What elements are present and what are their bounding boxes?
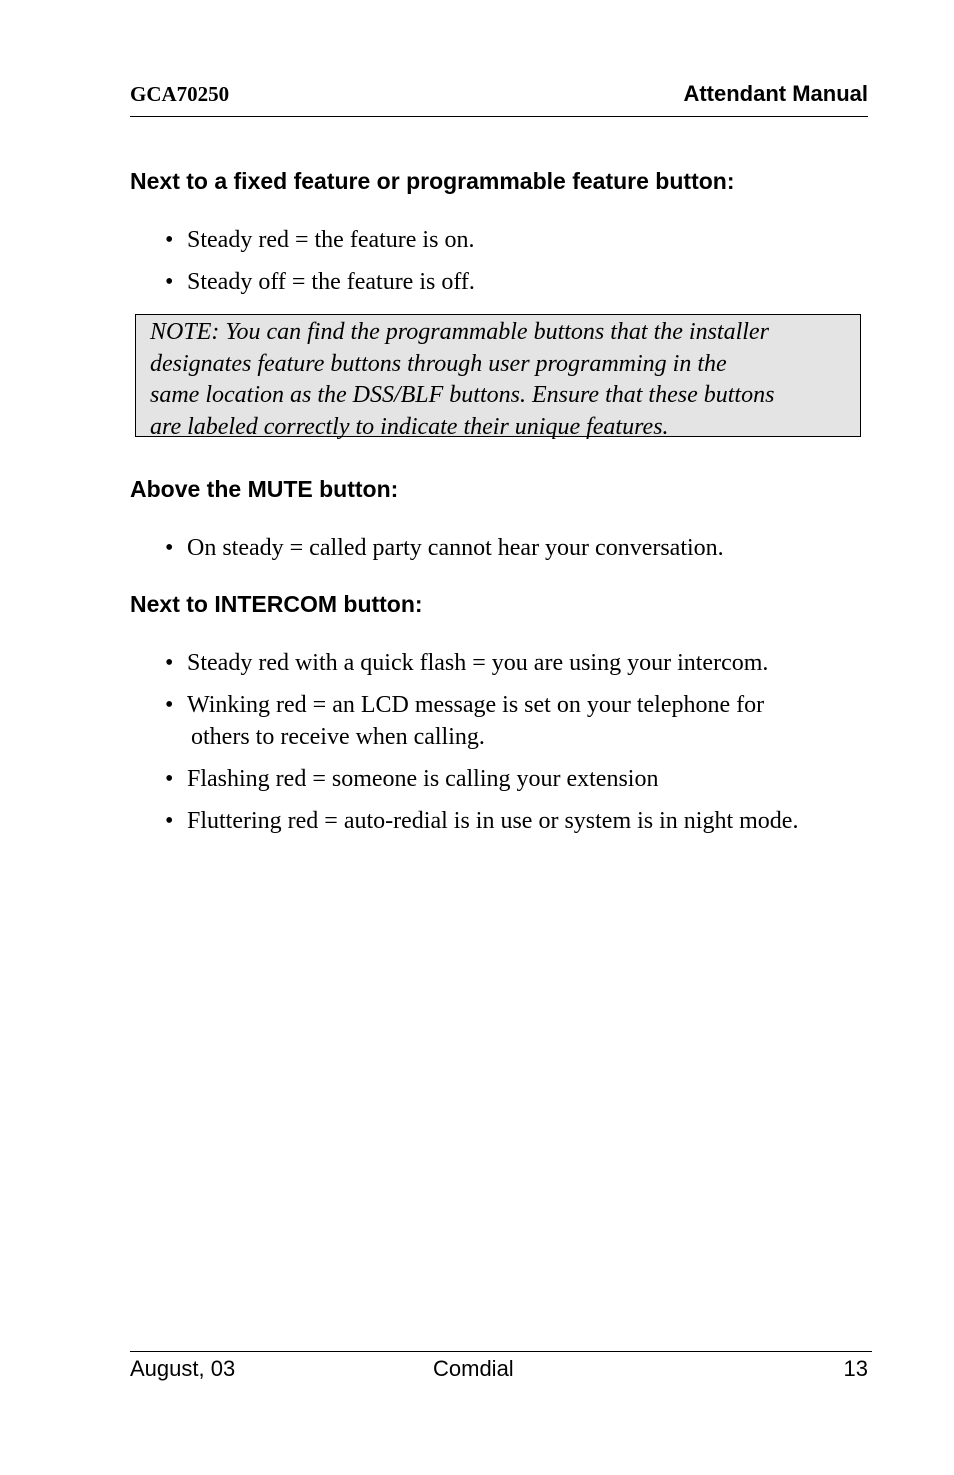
- footer-date: August, 03: [130, 1356, 236, 1381]
- list-item: [165, 266, 867, 298]
- bullet-icon: •: [165, 269, 174, 295]
- list-item-text: Steady off = the feature is off.: [187, 269, 475, 295]
- list-item-text: Steady red = the feature is on.: [187, 227, 475, 253]
- note-box: [135, 314, 861, 440]
- list-item-text: Flashing red = someone is calling your extension: [187, 766, 659, 792]
- bullet-icon: •: [165, 692, 174, 718]
- document-title: Attendant Manual: [683, 81, 868, 106]
- section-heading-intercom: Next to INTERCOM button:: [130, 591, 423, 617]
- list-item-text: On steady = called party cannot hear your conversation.: [187, 535, 724, 561]
- bullet-icon: •: [165, 808, 174, 834]
- note-line: designates feature buttons through user programming in the: [150, 350, 727, 377]
- page-header: [130, 80, 868, 117]
- bullet-icon: •: [165, 227, 174, 253]
- bullet-icon: •: [165, 650, 174, 676]
- list-item: [165, 647, 867, 679]
- note-line: are labeled correctly to indicate their unique features.: [150, 413, 669, 440]
- bullet-list-mute: [165, 532, 867, 574]
- list-item: [165, 532, 867, 564]
- note-line: same location as the DSS/BLF buttons. Ensure that these buttons: [150, 382, 775, 408]
- list-item: [165, 763, 867, 795]
- list-item-text: Steady red with a quick flash = you are using your intercom.: [187, 650, 769, 676]
- list-item-continuation: others to receive when calling.: [191, 724, 485, 750]
- list-item: [165, 805, 867, 837]
- list-item-text: Winking red = an LCD message is set on your telephone for: [187, 692, 765, 718]
- bullet-icon: •: [165, 535, 174, 561]
- page-footer: [130, 1351, 872, 1388]
- section-heading-fixed-feature: Next to a fixed feature or programmable feature button:: [130, 168, 735, 194]
- bullet-icon: •: [165, 766, 174, 792]
- list-item-text: Fluttering red = auto-redial is in use or system is in night mode.: [187, 808, 799, 834]
- list-item: [165, 689, 867, 753]
- bullet-list-intercom: [165, 647, 867, 847]
- note-line: NOTE: You can find the programmable buttons that the installer: [150, 319, 769, 345]
- list-item: [165, 224, 867, 256]
- bullet-list-fixed-feature: [165, 224, 867, 308]
- footer-company: Comdial: [433, 1356, 514, 1381]
- document-id: GCA70250: [130, 82, 230, 106]
- section-heading-mute: Above the MUTE button:: [130, 476, 399, 502]
- page-number: 13: [843, 1356, 868, 1381]
